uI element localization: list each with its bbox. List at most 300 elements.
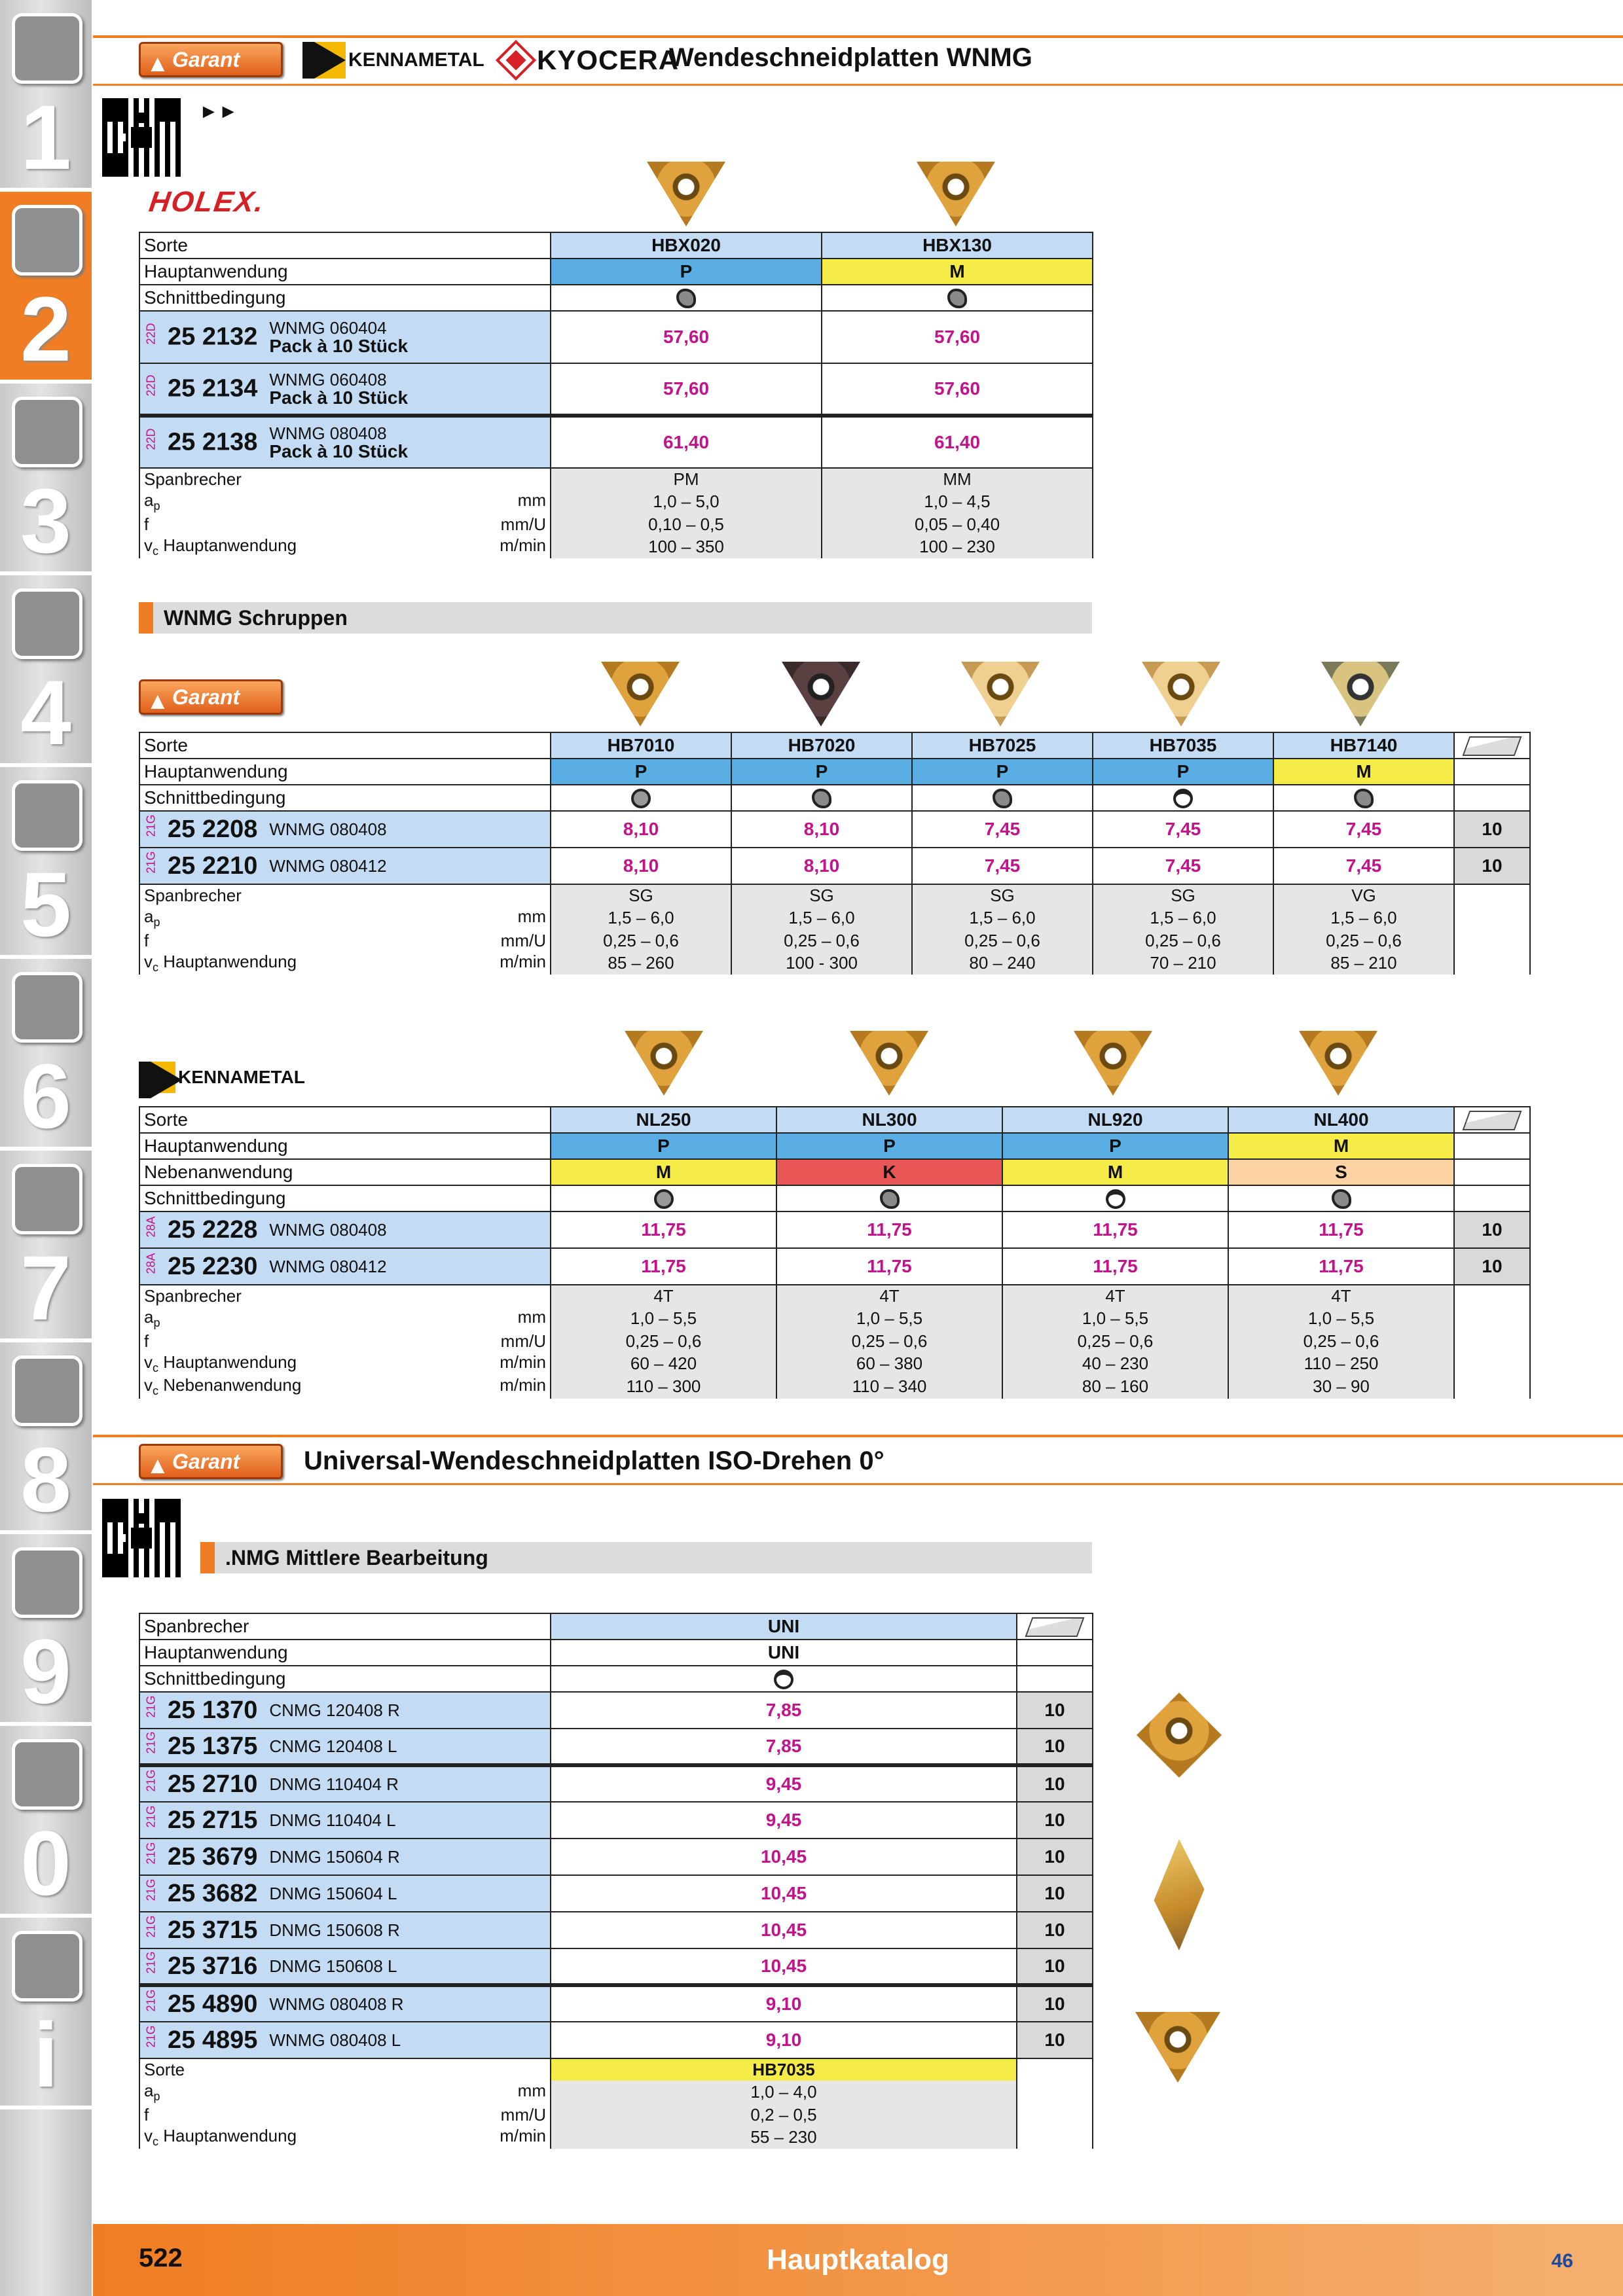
- chapter-number: 2: [20, 278, 71, 380]
- table-row: [139, 1352, 1530, 1375]
- tech-value: 110 – 340: [776, 1375, 1002, 1398]
- article-number: 25 3715: [168, 1916, 258, 1944]
- article-description: CNMG 120408 L: [269, 1736, 397, 1756]
- table-cell: [1454, 785, 1530, 811]
- table-cell: [1017, 1613, 1093, 1640]
- article-number: 25 2134: [168, 374, 258, 403]
- main-application: P: [551, 759, 731, 785]
- price: 57,60: [822, 363, 1093, 416]
- grade-header: HB7020: [731, 732, 912, 759]
- tech-value: 85 – 210: [1273, 952, 1454, 975]
- table-cell: $a_p$ mm: [139, 490, 551, 513]
- tech-value: 1,5 – 6,0: [551, 906, 731, 929]
- article-description: DNMG 150608 L: [269, 1956, 397, 1976]
- article-row: [139, 1765, 1093, 1802]
- table-cell: $v_c$ Hauptanwendung m/min: [139, 535, 551, 558]
- table-row: [139, 1307, 1530, 1330]
- pack-size: 10: [1017, 1839, 1093, 1875]
- kennametal-table: [139, 1106, 1531, 1399]
- article-row: [139, 363, 1093, 416]
- tech-value: 55 – 230: [551, 2126, 1017, 2149]
- price: 7,85: [551, 1692, 1017, 1729]
- article-code: 21G: [144, 850, 158, 873]
- chapter-tab-9[interactable]: [0, 1534, 92, 1726]
- chapter-number: 4: [20, 661, 71, 764]
- main-application: UNI: [551, 1640, 1017, 1666]
- page-title: Wendeschneidplatten WNMG: [669, 43, 1032, 72]
- insert-image-hb7140: [1315, 648, 1406, 733]
- main-application: P: [1093, 759, 1273, 785]
- holex-logo: HOLEX.: [147, 186, 267, 218]
- qr-code[interactable]: [102, 98, 181, 177]
- insert-image-hb7035: [1135, 648, 1227, 733]
- article-code: 21G: [144, 2024, 158, 2047]
- tech-value: 70 – 210: [1093, 952, 1273, 975]
- chapter-number: i: [33, 2003, 59, 2106]
- insert-image-nl400: [1292, 1017, 1384, 1102]
- cutting-condition-icon: [631, 789, 651, 808]
- grade-header: HBX020: [551, 232, 822, 259]
- table-row: [139, 259, 1093, 285]
- cutting-condition-icon: [1354, 789, 1374, 808]
- section-title-schruppen: WNMG Schruppen: [139, 602, 1092, 634]
- pack-size: 10: [1454, 1211, 1530, 1248]
- table-row: [139, 1133, 1530, 1159]
- insert-image-hbx020: [640, 148, 732, 233]
- main-application: P: [912, 759, 1093, 785]
- article-description: DNMG 150604 R: [269, 1847, 400, 1867]
- table-row: [139, 929, 1530, 952]
- chapter-number: 8: [20, 1428, 71, 1531]
- price: 57,60: [551, 363, 822, 416]
- article-row: [139, 311, 1093, 363]
- price: 61,40: [551, 416, 822, 468]
- chapter-number: 1: [20, 86, 71, 188]
- table-cell: f mm/U: [139, 1330, 551, 1352]
- price: 11,75: [551, 1248, 776, 1285]
- table-cell: $v_c$ Hauptanwendung m/min: [139, 952, 551, 975]
- tech-value: 85 – 260: [551, 952, 731, 975]
- tech-value: 1,0 – 5,5: [1228, 1307, 1454, 1330]
- tech-value: 0,25 – 0,6: [1002, 1330, 1228, 1352]
- article-cell[interactable]: [139, 363, 551, 416]
- price: 9,45: [551, 1802, 1017, 1839]
- article-code: 21G: [144, 1878, 158, 1901]
- cutting-condition-icon: [993, 789, 1012, 808]
- table-cell: [731, 785, 912, 811]
- secondary-application: K: [776, 1159, 1002, 1185]
- chapter-icon: [12, 1931, 82, 2001]
- table-cell: Spanbrecher: [139, 1613, 551, 1640]
- article-description: WNMG 080412: [269, 856, 387, 876]
- table-cell: f mm/U: [139, 513, 551, 535]
- article-cell[interactable]: [139, 1839, 551, 1875]
- kennametal-logo: KENNAMETAL: [302, 42, 484, 79]
- table-cell: $v_c$ Hauptanwendung m/min: [139, 2126, 551, 2149]
- table-cell: [1454, 1307, 1530, 1330]
- tech-value: 1,0 – 4,0: [551, 2081, 1017, 2104]
- table-cell: f mm/U: [139, 2104, 551, 2126]
- cutting-condition-icon: [654, 1189, 674, 1209]
- article-description: WNMG 060404 Pack à 10 Stück: [269, 318, 409, 356]
- article-description: DNMG 150604 L: [269, 1884, 397, 1903]
- insert-image-cnmg: [1130, 1686, 1228, 1784]
- chapter-tab-4[interactable]: [0, 575, 92, 767]
- tech-value: 100 – 350: [551, 535, 822, 558]
- table-row: [139, 2104, 1093, 2126]
- grade-header: HB7140: [1273, 732, 1454, 759]
- price: 10,45: [551, 1875, 1017, 1912]
- table-cell: $v_c$ Nebenanwendung m/min: [139, 1375, 551, 1398]
- tech-value: 1,0 – 5,5: [1002, 1307, 1228, 1330]
- article-cell[interactable]: [139, 1948, 551, 1985]
- article-number: 25 3682: [168, 1879, 258, 1907]
- main-application: M: [1228, 1133, 1454, 1159]
- article-number: 25 2710: [168, 1770, 258, 1798]
- table-cell: Spanbrecher: [139, 468, 551, 490]
- main-application: P: [551, 259, 822, 285]
- chapter-tab-8[interactable]: [0, 1342, 92, 1534]
- tech-value: 1,0 – 5,0: [551, 490, 822, 513]
- chapter-number: 0: [20, 1812, 71, 1914]
- table-row: [139, 490, 1093, 513]
- table-cell: Hauptanwendung: [139, 759, 551, 785]
- article-description: WNMG 080408 R: [269, 1994, 404, 2014]
- article-cell[interactable]: [139, 1765, 551, 1802]
- grade-header: NL920: [1002, 1107, 1228, 1133]
- main-application: M: [1273, 759, 1454, 785]
- table-cell: [1454, 1285, 1530, 1307]
- tech-value: 110 – 250: [1228, 1352, 1454, 1375]
- tech-value: 0,25 – 0,6: [776, 1330, 1002, 1352]
- insert-image-nl250: [618, 1017, 710, 1102]
- secondary-application: M: [1002, 1159, 1228, 1185]
- article-number: 25 2208: [168, 815, 258, 843]
- chapter-tab-7[interactable]: [0, 1151, 92, 1342]
- tech-value: 0,25 – 0,6: [1273, 929, 1454, 952]
- chapter-number: 7: [20, 1236, 71, 1339]
- price: 7,85: [551, 1729, 1017, 1765]
- price: 7,45: [1273, 848, 1454, 884]
- table-cell: Nebenanwendung: [139, 1159, 551, 1185]
- tech-value: 1,5 – 6,0: [731, 906, 912, 929]
- price: 10,45: [551, 1839, 1017, 1875]
- chapter-tab-2[interactable]: [0, 192, 92, 384]
- price: 11,75: [1002, 1211, 1228, 1248]
- article-row: [139, 1839, 1093, 1875]
- tech-value: 4T: [1002, 1285, 1228, 1307]
- article-description: WNMG 060408 Pack à 10 Stück: [269, 370, 409, 408]
- article-row: [139, 1802, 1093, 1839]
- section-rule-bottom: [93, 1483, 1623, 1485]
- price: 8,10: [551, 811, 731, 848]
- article-cell[interactable]: [139, 311, 551, 363]
- chapter-sidebar: [0, 0, 92, 2296]
- table-row: [139, 1666, 1093, 1692]
- article-code: 28A: [144, 1215, 158, 1237]
- pack-size: 10: [1017, 1765, 1093, 1802]
- table-cell: [1017, 1666, 1093, 1692]
- table-cell: [551, 285, 822, 311]
- chapter-icon: [12, 13, 82, 84]
- table-cell: Spanbrecher: [139, 1285, 551, 1307]
- chapter-icon: [12, 780, 82, 851]
- table-row: [139, 1159, 1530, 1185]
- article-number: 25 1375: [168, 1732, 258, 1760]
- chapter-number: 3: [20, 469, 71, 572]
- article-code: 21G: [144, 1695, 158, 1717]
- table-cell: Sorte: [139, 732, 551, 759]
- table-cell: [1017, 1640, 1093, 1666]
- price: 11,75: [1002, 1248, 1228, 1285]
- article-cell[interactable]: [139, 1985, 551, 2022]
- secondary-application: M: [551, 1159, 776, 1185]
- article-row: [139, 416, 1093, 468]
- article-row: [139, 1248, 1530, 1285]
- table-cell: $v_c$ Hauptanwendung m/min: [139, 1352, 551, 1375]
- article-cell[interactable]: [139, 1211, 551, 1248]
- article-cell[interactable]: [139, 811, 551, 848]
- footer-title: Hauptkatalog: [767, 2244, 949, 2276]
- chapter-tab-3[interactable]: [0, 384, 92, 575]
- grade-header: HB7010: [551, 732, 731, 759]
- article-number: 25 2228: [168, 1215, 258, 1244]
- price: 7,45: [1093, 848, 1273, 884]
- main-application: P: [731, 759, 912, 785]
- tech-value: 4T: [776, 1285, 1002, 1307]
- main-application: P: [1002, 1133, 1228, 1159]
- article-code: 28A: [144, 1252, 158, 1274]
- chapter-tab-0[interactable]: [0, 1726, 92, 1918]
- tech-value: 0,05 – 0,40: [822, 513, 1093, 535]
- article-number: 25 3679: [168, 1842, 258, 1871]
- article-number: 25 4890: [168, 1990, 258, 2018]
- article-code: 22D: [144, 427, 158, 450]
- holex-table: [139, 232, 1093, 558]
- chapter-tab-6[interactable]: [0, 959, 92, 1151]
- chapter-icon: [12, 1164, 82, 1234]
- article-description: DNMG 150608 R: [269, 1920, 400, 1940]
- kennametal-logo-2: KENNAMETAL: [139, 1059, 305, 1096]
- price: 11,75: [776, 1248, 1002, 1285]
- chapter-icon: [12, 205, 82, 276]
- article-cell[interactable]: [139, 416, 551, 468]
- table-row: [139, 952, 1530, 975]
- insert-image-hb7025: [955, 648, 1046, 733]
- price: 7,45: [1273, 811, 1454, 848]
- table-cell: Hauptanwendung: [139, 259, 551, 285]
- package-icon: [1463, 736, 1522, 756]
- article-code: 21G: [144, 1988, 158, 2011]
- page-number: 522: [139, 2244, 183, 2272]
- article-cell[interactable]: [139, 1248, 551, 1285]
- table-row: [139, 285, 1093, 311]
- pack-size: 10: [1017, 1692, 1093, 1729]
- price: 8,10: [731, 811, 912, 848]
- article-description: CNMG 120408 R: [269, 1700, 400, 1720]
- article-cell[interactable]: [139, 1802, 551, 1839]
- tech-value: 4T: [551, 1285, 776, 1307]
- chapter-tab-i[interactable]: [0, 1918, 92, 2109]
- table-cell: Hauptanwendung: [139, 1133, 551, 1159]
- article-description: DNMG 110404 L: [269, 1810, 396, 1830]
- table-cell: [1017, 2126, 1093, 2149]
- table-cell: [1454, 732, 1530, 759]
- table-cell: $a_p$ mm: [139, 906, 551, 929]
- article-cell[interactable]: [139, 1692, 551, 1729]
- tech-value: 0,2 – 0,5: [551, 2104, 1017, 2126]
- insert-image-hb7020: [775, 648, 867, 733]
- tech-value: 100 - 300: [731, 952, 912, 975]
- article-row: [139, 1729, 1093, 1765]
- tech-value: 60 – 420: [551, 1352, 776, 1375]
- article-code: 21G: [144, 1768, 158, 1791]
- table-row: [139, 759, 1530, 785]
- table-row: [139, 2081, 1093, 2104]
- insert-image-nl920: [1067, 1017, 1159, 1102]
- cutting-condition-icon: [1106, 1189, 1125, 1209]
- pack-size: 10: [1017, 1875, 1093, 1912]
- secondary-application: S: [1228, 1159, 1454, 1185]
- insert-image-hb7010: [594, 648, 686, 733]
- table-cell: [1454, 759, 1530, 785]
- pack-size: 10: [1017, 1729, 1093, 1765]
- qr-code-2[interactable]: [102, 1499, 181, 1577]
- grade-header: HB7035: [1093, 732, 1273, 759]
- chapter-tab-5[interactable]: [0, 767, 92, 959]
- tech-value: SG: [1093, 884, 1273, 906]
- tech-value: 4T: [1228, 1285, 1454, 1307]
- table-cell: Schnittbedingung: [139, 1185, 551, 1211]
- table-cell: [1454, 1330, 1530, 1352]
- table-cell: [551, 1666, 1017, 1692]
- tech-value: SG: [551, 884, 731, 906]
- price: 7,45: [912, 811, 1093, 848]
- table-cell: Hauptanwendung: [139, 1640, 551, 1666]
- article-cell[interactable]: [139, 2022, 551, 2058]
- article-number: 25 2132: [168, 323, 258, 351]
- cutting-condition-icon: [880, 1189, 900, 1209]
- article-row: [139, 811, 1530, 848]
- tech-value: 110 – 300: [551, 1375, 776, 1398]
- tech-value: SG: [731, 884, 912, 906]
- insert-image-dnmg: [1137, 1833, 1222, 1957]
- tech-value: 1,5 – 6,0: [912, 906, 1093, 929]
- article-code: 21G: [144, 1841, 158, 1864]
- tech-value: VG: [1273, 884, 1454, 906]
- garant-logo: ▲ Garant: [139, 42, 283, 77]
- table-cell: [1454, 1107, 1530, 1133]
- insert-image-nl300: [843, 1017, 935, 1102]
- article-code: 22D: [144, 322, 158, 344]
- article-description: WNMG 080412: [269, 1257, 387, 1276]
- price: 11,75: [776, 1211, 1002, 1248]
- cutting-condition-icon: [774, 1670, 793, 1689]
- table-row: [139, 1107, 1530, 1133]
- table-row: [139, 513, 1093, 535]
- tech-value: 1,5 – 6,0: [1273, 906, 1454, 929]
- table-cell: [1017, 2081, 1093, 2104]
- article-description: WNMG 080408 Pack à 10 Stück: [269, 423, 409, 461]
- table-cell: [822, 285, 1093, 311]
- tech-value: 30 – 90: [1228, 1375, 1454, 1398]
- chapter-tab-1[interactable]: [0, 0, 92, 192]
- tech-value: 1,0 – 5,5: [551, 1307, 776, 1330]
- grade-header: HB7025: [912, 732, 1093, 759]
- table-row: [139, 1375, 1530, 1398]
- insert-image-wnmg: [1129, 1998, 1227, 2089]
- article-row: [139, 1875, 1093, 1912]
- price: 9,10: [551, 2022, 1017, 2058]
- price: 57,60: [551, 311, 822, 363]
- article-cell[interactable]: [139, 848, 551, 884]
- article-code: 21G: [144, 1731, 158, 1753]
- table-cell: [1454, 1375, 1530, 1398]
- grade-header: NL400: [1228, 1107, 1454, 1133]
- pack-size: 10: [1017, 1802, 1093, 1839]
- tech-value: 1,0 – 5,5: [776, 1307, 1002, 1330]
- tech-value: 0,25 – 0,6: [912, 929, 1093, 952]
- pack-size: 10: [1017, 1912, 1093, 1948]
- price: 61,40: [822, 416, 1093, 468]
- tech-value: 0,10 – 0,5: [551, 513, 822, 535]
- article-number: 25 3716: [168, 1952, 258, 1980]
- article-row: [139, 1948, 1093, 1985]
- chipbreaker-header: UNI: [551, 1613, 1017, 1640]
- package-icon: [1025, 1617, 1085, 1637]
- table-cell: Spanbrecher: [139, 884, 551, 906]
- price: 7,45: [1093, 811, 1273, 848]
- price: 9,45: [551, 1765, 1017, 1802]
- tech-value: 0,25 – 0,6: [551, 929, 731, 952]
- article-number: 25 4895: [168, 2026, 258, 2054]
- chapter-number: 6: [20, 1045, 71, 1147]
- table-cell: Schnittbedingung: [139, 285, 551, 311]
- table-cell: [776, 1185, 1002, 1211]
- garant-logo-2: ▲ Garant: [139, 679, 283, 715]
- table-cell: [1273, 785, 1454, 811]
- article-row: [139, 1692, 1093, 1729]
- article-code: 22D: [144, 374, 158, 396]
- header-rule-bottom: [93, 84, 1623, 86]
- table-row: [139, 535, 1093, 558]
- table-cell: $a_p$ mm: [139, 1307, 551, 1330]
- article-cell[interactable]: [139, 1729, 551, 1765]
- table-cell: Sorte: [139, 1107, 551, 1133]
- tech-value: SG: [912, 884, 1093, 906]
- universal-title: Universal-Wendeschneidplatten ISO-Drehen 0°: [304, 1446, 884, 1475]
- article-cell[interactable]: [139, 1912, 551, 1948]
- table-cell: [1454, 1352, 1530, 1375]
- garant-logo-3: ▲ Garant: [139, 1444, 283, 1479]
- chapter-number: 5: [20, 853, 71, 956]
- price: 11,75: [551, 1211, 776, 1248]
- tech-value: 80 – 240: [912, 952, 1093, 975]
- table-cell: [1454, 1185, 1530, 1211]
- pack-size: 10: [1454, 811, 1530, 848]
- garant-schruppen-table: [139, 732, 1531, 975]
- tech-value: 100 – 230: [822, 535, 1093, 558]
- article-cell[interactable]: [139, 1875, 551, 1912]
- cutting-condition-icon: [947, 289, 967, 308]
- table-row: [139, 785, 1530, 811]
- table-cell: [1454, 906, 1530, 929]
- table-row: [139, 1640, 1093, 1666]
- pack-size: 10: [1454, 848, 1530, 884]
- tech-value: 0,25 – 0,6: [1093, 929, 1273, 952]
- table-cell: [1017, 2058, 1093, 2081]
- chapter-icon: [12, 1547, 82, 1618]
